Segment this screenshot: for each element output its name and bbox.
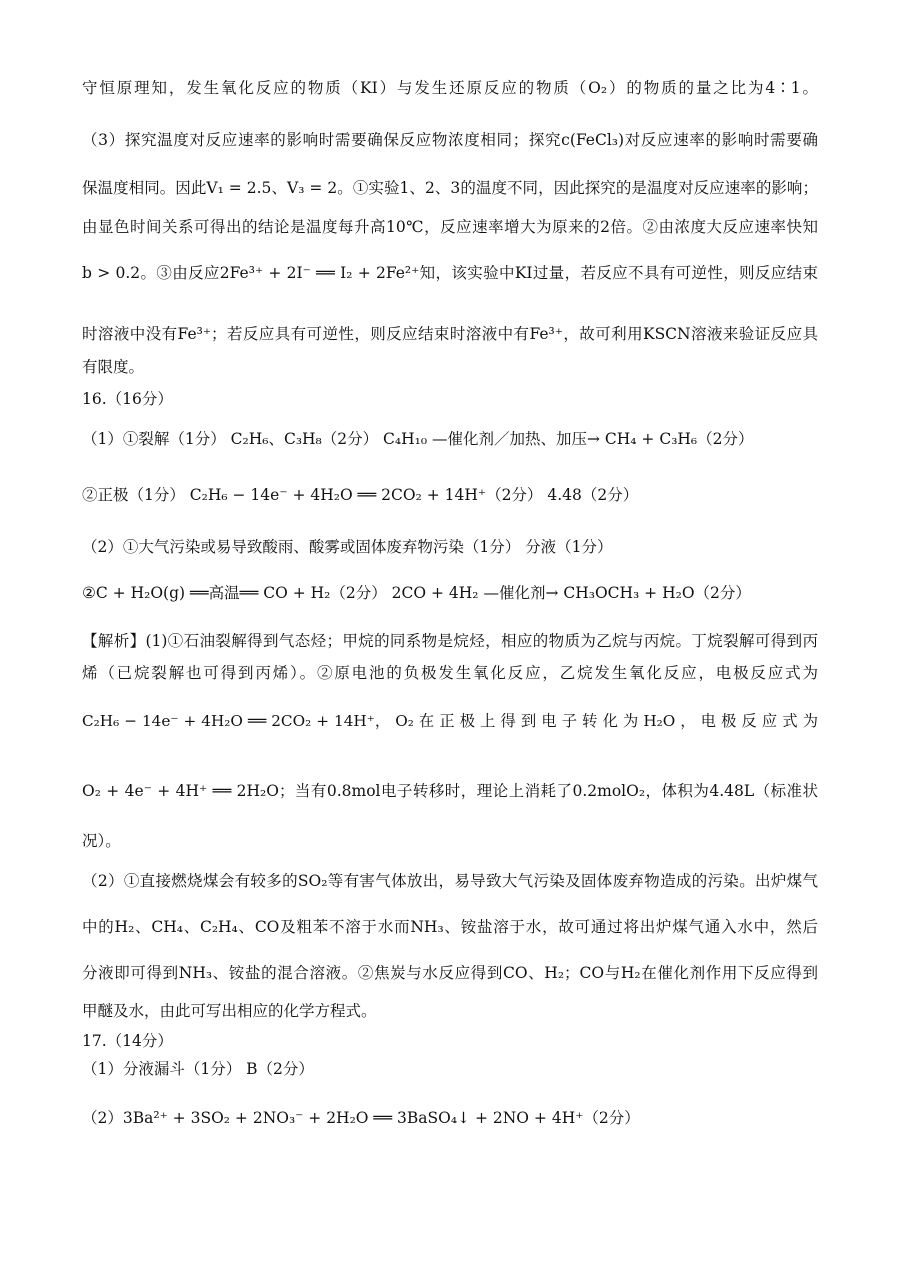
analysis-line: 甲醚及水，由此可写出相应的化学方程式。 [82, 1002, 377, 1020]
analysis-line: （2）①直接燃烧煤会有较多的SO₂等有害气体放出，易导致大气污染及固体废弃物造成的污染。出炉煤气 [82, 872, 818, 890]
paragraph-line: 时溶液中没有Fe³⁺；若反应具有可逆性，则反应结束时溶液中有Fe³⁺，故可利用KSCN溶液来验证反应具 [82, 325, 818, 343]
paragraph-line: b > 0.2。③由反应2Fe³⁺ + 2I⁻ ══ I₂ + 2Fe²⁺知，该实验中KI过量，若反应不具有可逆性，则反应结束 [82, 264, 818, 282]
analysis-line: C₂H₆ − 14e⁻ + 4H₂O ══ 2CO₂ + 14H⁺， O₂ 在 正 极 上 得 到 电 子 转 化 为 H₂O ， 电 极 反 应 式 为 [82, 712, 818, 730]
analysis-line: 【解析】(1)①石油裂解得到气态烃；甲烷的同系物是烷烃，相应的物质为乙烷与丙烷。丁烷裂解可得到丙 [82, 632, 818, 650]
analysis-line: O₂ + 4e⁻ + 4H⁺ ══ 2H₂O；当有0.8mol电子转移时，理论上消耗了0.2molO₂，体积为4.48L（标准状 [82, 782, 818, 800]
answer-line: （2）3Ba²⁺ + 3SO₂ + 2NO₃⁻ + 2H₂O ══ 3BaSO₄↓ + 2NO + 4H⁺（2分） [82, 1109, 640, 1127]
question-heading: 17.（14分） [82, 1032, 173, 1050]
answer-line: ②正极（1分） C₂H₆ − 14e⁻ + 4H₂O ══ 2CO₂ + 14H⁺（2分） 4.48（2分） [82, 486, 639, 504]
paragraph-line: 保温度相同。因此V₁ = 2.5、V₃ = 2。①实验1、2、3的温度不同，因此探究的是温度对反应速率的影响； [82, 179, 818, 197]
paragraph-line: （3）探究温度对反应速率的影响时需要确保反应物浓度相同；探究c(FeCl₃)对反应速率的影响时需要确 [82, 131, 818, 149]
answer-line: （1）分液漏斗（1分） B（2分） [82, 1060, 314, 1078]
analysis-line: 中的H₂、CH₄、C₂H₄、CO及粗苯不溶于水而NH₃、铵盐溶于水，故可通过将出炉煤气通入水中，然后 [82, 918, 818, 936]
analysis-line: 况）。 [82, 832, 121, 850]
answer-line: （2）①大气污染或易导致酸雨、酸雾或固体废弃物污染（1分） 分液（1分） [82, 538, 613, 556]
paragraph-line: 有限度。 [82, 358, 145, 376]
analysis-line: 分液即可得到NH₃、铵盐的混合溶液。②焦炭与水反应得到CO、H₂；CO与H₂在催化剂作用下反应得到 [82, 964, 818, 982]
paragraph-line: 守恒原理知，发生氧化反应的物质（KI）与发生还原反应的物质（O₂）的物质的量之比为4∶1。 [82, 79, 818, 97]
answer-line: ②C + H₂O(g) ══高温══ CO + H₂（2分） 2CO + 4H₂ —催化剂→ CH₃OCH₃ + H₂O（2分） [82, 584, 751, 602]
answer-line: （1）①裂解（1分） C₂H₆、C₃H₈（2分） C₄H₁₀ —催化剂／加热、加压→ CH₄ + C₃H₆（2分） [82, 430, 754, 448]
question-heading: 16.（16分） [82, 390, 173, 408]
analysis-line: 烯（已烷裂解也可得到丙烯）。②原电池的负极发生氧化反应，乙烷发生氧化反应，电极反应式为 [82, 664, 818, 682]
paragraph-line: 由显色时间关系可得出的结论是温度每升高10℃，反应速率增大为原来的2倍。②由浓度大反应速率快知 [82, 218, 818, 236]
